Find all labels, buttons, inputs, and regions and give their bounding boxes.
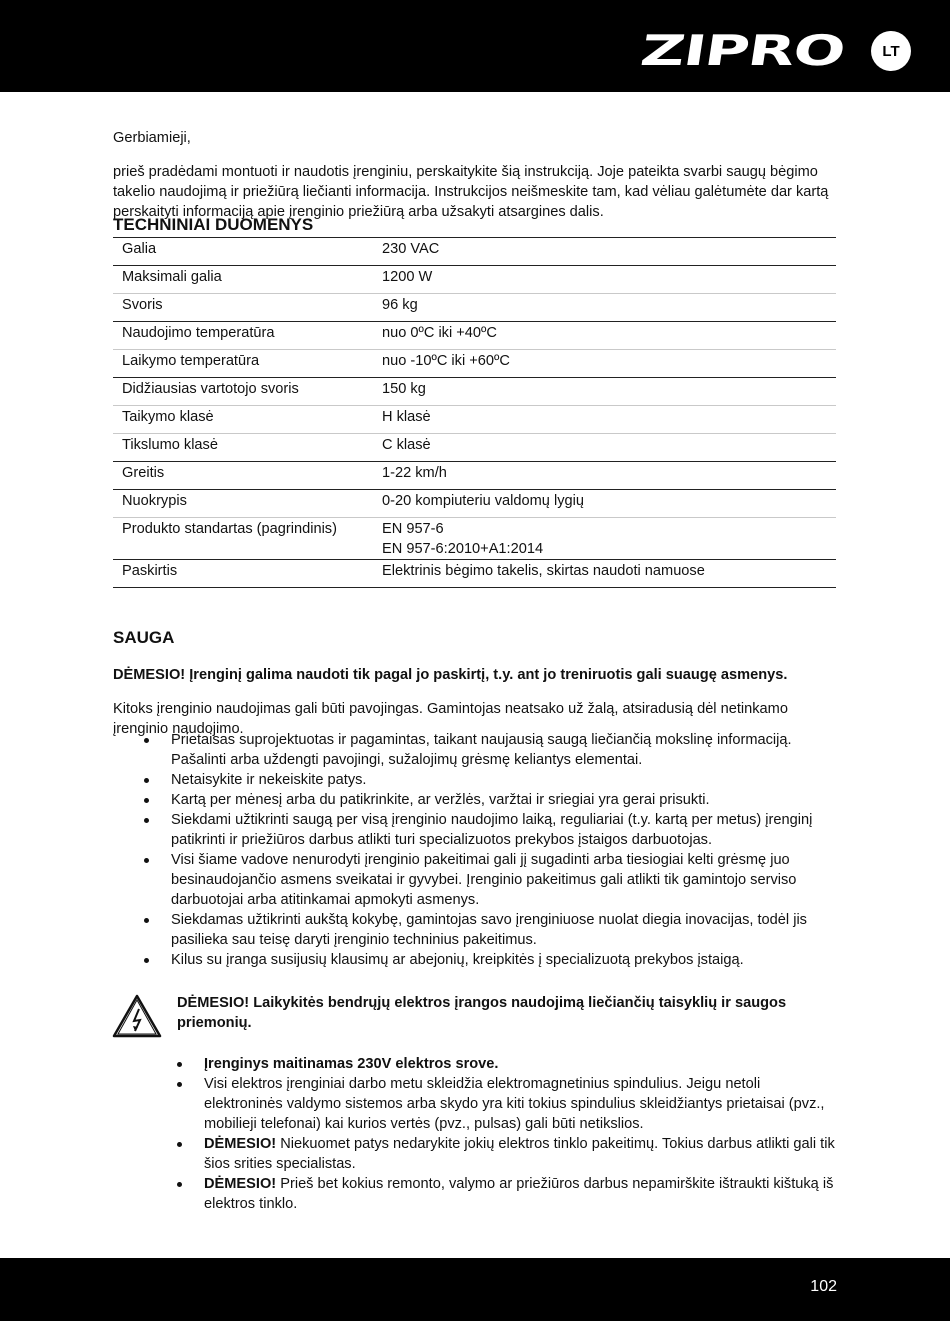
spec-value-text: 150 kg bbox=[382, 381, 426, 397]
table-row bbox=[113, 350, 836, 378]
brand-logo: ZIPRO bbox=[637, 26, 848, 75]
electric-bullet-list bbox=[204, 1054, 836, 1214]
table-row bbox=[113, 462, 836, 490]
intro-paragraph: prieš pradėdami montuoti ir naudotis įrenginiu, perskaitykite šią instrukciją. Joje pateikta svarbi saugų bėgimo takelio naudojimą ir priežiūrą liečianti informacija. Instrukcijos neišmeskite tam, kad vėliau galėtumėte dar kartą perskaityti informaciją apie įrenginio priežiūrą arba užsakyti atsargines dalis. bbox=[113, 164, 829, 221]
spec-value bbox=[373, 350, 836, 378]
list-item: Kartą per mėnesį arba du patikrinkite, ar veržlės, varžtai ir sriegiai yra gerai prisukti. bbox=[171, 790, 836, 810]
list-item: Visi šiame vadove nenurodyti įrenginio pakeitimai gali jį sugadinti arba tiesiogiai kelti grėsmę juo besinaudojančio asmens sveikatai ir gyvybei. Įrenginio pakeitimus gali atlikti tik gamintojo serviso darbuotojai arba atitinkamai apmokyti asmenys. bbox=[171, 850, 836, 910]
spec-label: Nuokrypis bbox=[113, 490, 373, 518]
table-row bbox=[113, 490, 836, 518]
spec-value-text: nuo -10ºC iki +60ºC bbox=[382, 353, 510, 369]
list-item: Prietaisas suprojektuotas ir pagamintas, taikant naujausią saugą liečiančią mokslinę informaciją. Pašalinti arba uždengti pavojingi, sužalojimų grėsmę keliantys elementai. bbox=[171, 730, 836, 770]
list-item: Siekdamas užtikrinti aukštą kokybę, gamintojas savo įrenginiuose nuolat diegia inovacijas, todėl jis pasilieka sau teisę daryti įrenginio techninius pakeitimus. bbox=[171, 910, 836, 950]
spec-label: Naudojimo temperatūra bbox=[113, 322, 373, 350]
list-item: Kilus su įranga susijusių klausimų ar abejonių, kreipkitės į specializuotą prekybos įstaigą. bbox=[171, 950, 836, 970]
table-row bbox=[113, 518, 836, 560]
language-badge: LT bbox=[871, 31, 911, 71]
list-item bbox=[204, 1134, 836, 1174]
spec-label: Laikymo temperatūra bbox=[113, 350, 373, 378]
list-item-text: Prieš bet kokius remonto, valymo ar priežiūros darbus nepamirškite ištraukti kištuką iš elektros tinklo. bbox=[204, 1176, 834, 1212]
table-row bbox=[113, 560, 836, 588]
table-row bbox=[113, 434, 836, 462]
safety-title: SAUGA bbox=[113, 628, 175, 647]
spec-label: Produkto standartas (pagrindinis) bbox=[113, 518, 373, 560]
spec-value bbox=[373, 490, 836, 518]
tech-data-title: TECHNINIAI DUOMENYS bbox=[113, 215, 314, 234]
spec-value-text: 1200 W bbox=[382, 269, 433, 285]
spec-label: Svoris bbox=[113, 294, 373, 322]
spec-value bbox=[373, 560, 836, 588]
list-item: Netaisykite ir nekeiskite patys. bbox=[171, 770, 836, 790]
electric-warning: DĖMESIO! Laikykitės bendrųjų elektros įrangos naudojimą liečiančių taisyklių ir saugos priemonių. bbox=[177, 995, 787, 1031]
spec-label: Tikslumo klasė bbox=[113, 434, 373, 462]
table-row bbox=[113, 266, 836, 294]
footer-bar bbox=[0, 1258, 950, 1321]
safety-bullet-list bbox=[171, 730, 836, 970]
spec-value-text: nuo 0ºC iki +40ºC bbox=[382, 325, 497, 341]
tech-data-table bbox=[113, 237, 836, 588]
spec-value-text-2: EN 957-6:2010+A1:2014 bbox=[382, 541, 544, 557]
table-row bbox=[113, 294, 836, 322]
list-item-text: Visi elektros įrenginiai darbo metu skleidžia elektromagnetinius spindulius. Jeigu netoli elektroninės valdymo sistemos arba skydo yra kiti tokius spindulius skleidžiantys prietaisai (pvz., mobilieji telefonai) kai kurios vertės (pvz., pulsas) gali būti netikslios. bbox=[204, 1076, 825, 1132]
list-item-bold: Įrenginys maitinamas 230V elektros srove. bbox=[204, 1056, 499, 1072]
table-row bbox=[113, 238, 836, 266]
list-item bbox=[204, 1054, 836, 1074]
list-item-text: Niekuomet patys nedarykite jokių elektros tinklo pakeitimų. Tokius darbus atlikti gali tik šios srities specialistas. bbox=[204, 1136, 835, 1172]
spec-value-text: H klasė bbox=[382, 409, 431, 425]
spec-value bbox=[373, 434, 836, 462]
header-bar bbox=[0, 0, 950, 92]
spec-value bbox=[373, 462, 836, 490]
greeting: Gerbiamieji, bbox=[113, 129, 191, 146]
spec-value-text: Elektrinis bėgimo takelis, skirtas naudoti namuose bbox=[382, 563, 705, 579]
spec-value bbox=[373, 378, 836, 406]
spec-value bbox=[373, 518, 836, 560]
spec-value-text: 1-22 km/h bbox=[382, 465, 447, 481]
spec-label: Taikymo klasė bbox=[113, 406, 373, 434]
spec-label: Paskirtis bbox=[113, 560, 373, 588]
spec-value-text: 230 VAC bbox=[382, 241, 440, 257]
spec-value bbox=[373, 266, 836, 294]
electric-hazard-icon bbox=[112, 994, 162, 1038]
safety-warning-text: Kitoks įrenginio naudojimas gali būti pavojingas. Gamintojas neatsako už žalą, atsiradusią dėl netinkamo įrenginio naudojimo. bbox=[113, 701, 788, 738]
spec-value-text: 96 kg bbox=[382, 297, 418, 313]
list-item bbox=[204, 1174, 836, 1214]
spec-value-text: C klasė bbox=[382, 437, 431, 453]
spec-value-text: 0-20 kompiuteriu valdomų lygių bbox=[382, 493, 584, 509]
spec-value bbox=[373, 322, 836, 350]
list-item-bold: DĖMESIO! bbox=[204, 1136, 277, 1152]
spec-label: Maksimali galia bbox=[113, 266, 373, 294]
list-item bbox=[204, 1074, 836, 1134]
table-row bbox=[113, 378, 836, 406]
list-item: Siekdami užtikrinti saugą per visą įrenginio naudojimo laiką, reguliariai (t.y. kartą per metus) įrenginį patikrinti ir priežiūros darbus atlikti turi specializuotos prekybos įstaigos darbuotojas. bbox=[171, 810, 836, 850]
spec-value bbox=[373, 238, 836, 266]
spec-label: Galia bbox=[113, 238, 373, 266]
spec-label: Greitis bbox=[113, 462, 373, 490]
spec-value bbox=[373, 294, 836, 322]
page-number: 102 bbox=[810, 1278, 837, 1295]
list-item-bold: DĖMESIO! bbox=[204, 1176, 277, 1192]
safety-warning-bold: DĖMESIO! Įrenginį galima naudoti tik pagal jo paskirtį, t.y. ant jo treniruotis gali suaugę asmenys. bbox=[113, 666, 788, 683]
table-row bbox=[113, 322, 836, 350]
table-row bbox=[113, 406, 836, 434]
spec-value-text: EN 957-6 bbox=[382, 521, 444, 537]
spec-label: Didžiausias vartotojo svoris bbox=[113, 378, 373, 406]
spec-value bbox=[373, 406, 836, 434]
